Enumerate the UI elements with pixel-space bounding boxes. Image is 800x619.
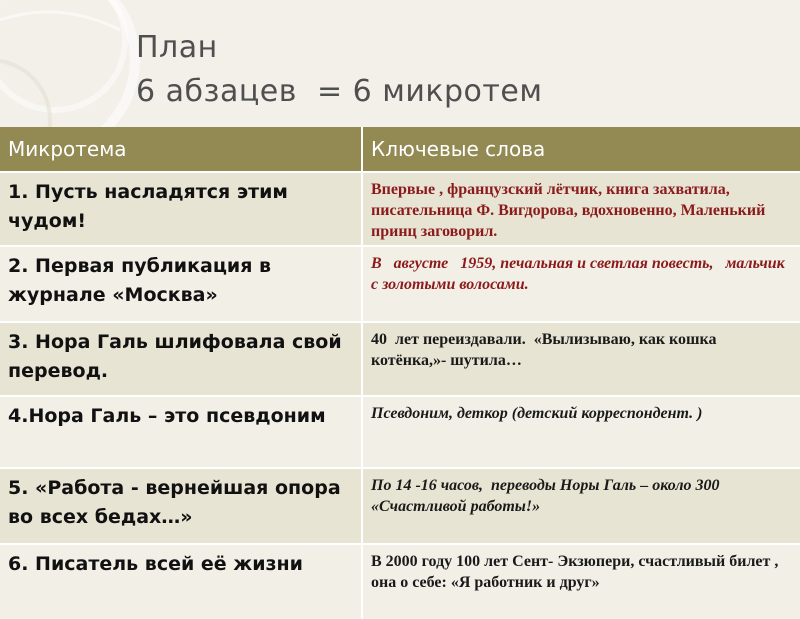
keywords-cell xyxy=(362,172,800,246)
keywords-cell xyxy=(362,468,800,544)
topic-cell: 2. Первая публикация в журнале «Москва» xyxy=(0,246,362,322)
table-row xyxy=(0,172,800,246)
slide-title xyxy=(136,26,542,114)
keywords-text: В августе 1959, печальная и светлая повесть, мальчик с золотыми волосами. xyxy=(371,255,789,293)
keywords-text: По 14 -16 часов, переводы Норы Галь – около 300 «Счастливой работы!» xyxy=(371,477,724,515)
plan-table xyxy=(0,127,800,619)
topic-cell: 4.Нора Галь – это псевдоним xyxy=(0,396,362,468)
column-header-keywords: Ключевые слова xyxy=(362,127,800,172)
keywords-cell xyxy=(362,396,800,468)
topic-cell: 3. Нора Галь шлифовала свой перевод. xyxy=(0,322,362,396)
keywords-text: 40 лет переиздавали. «Вылизываю, как кошка котёнка,»- шутила… xyxy=(371,331,721,369)
table-row xyxy=(0,246,800,322)
table-row xyxy=(0,322,800,396)
keywords-cell xyxy=(362,544,800,619)
topic-cell: 1. Пусть насладятся этим чудом! xyxy=(0,172,362,246)
title-line-2: 6 абзацев = 6 микротем xyxy=(136,74,543,109)
keywords-text: В 2000 году 100 лет Сент- Экзюпери, счастливый билет , она о себе: «Я работник и друг» xyxy=(371,553,779,591)
table-row xyxy=(0,468,800,544)
topic-cell: 6. Писатель всей её жизни xyxy=(0,544,362,619)
keywords-text: Псевдоним, деткор (детский корреспондент. ) xyxy=(371,405,703,422)
title-line-1: План xyxy=(136,30,218,65)
table-row xyxy=(0,396,800,468)
keywords-text: Впервые , французский лётчик, книга захватила, писательница Ф. Вигдорова, вдохновенно, Маленький принц заговорил. xyxy=(371,181,766,240)
table-header-row xyxy=(0,127,800,172)
keywords-cell xyxy=(362,322,800,396)
table-row xyxy=(0,544,800,619)
topic-cell: 5. «Работа - вернейшая опора во всех бедах…» xyxy=(0,468,362,544)
column-header-topic: Микротема xyxy=(0,127,362,172)
keywords-cell xyxy=(362,246,800,322)
